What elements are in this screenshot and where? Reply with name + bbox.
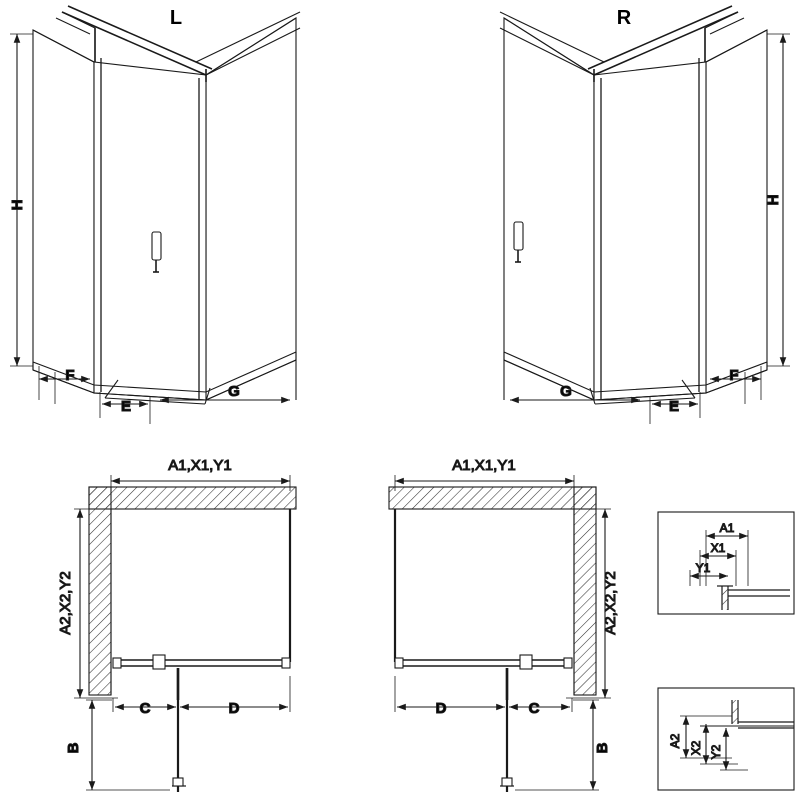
detail-top-label-Y1: Y1 <box>695 561 711 575</box>
iso-view-right <box>500 6 767 404</box>
dimension-B-left <box>86 700 170 790</box>
detail-bottom-label-X2: X2 <box>689 740 703 756</box>
plan-right-dim-C: C <box>528 700 540 717</box>
plan-right-top-dim: A1,X1,Y1 <box>452 457 516 474</box>
plan-right-dim-D: D <box>435 700 447 717</box>
detail-top-label-A1: A1 <box>719 521 735 535</box>
plan-left-side-dim: A2,X2,Y2 <box>57 571 74 635</box>
title-right: R <box>616 7 632 29</box>
iso-right-height-label: H <box>765 194 782 206</box>
plan-right-dim-B: B <box>594 742 611 754</box>
detail-bottom-label-Y2: Y2 <box>709 744 723 760</box>
iso-left-label-G: G <box>228 383 240 400</box>
plan-left-top-dim: A1,X1,Y1 <box>168 457 232 474</box>
dimension-CD-right <box>395 676 572 712</box>
plan-left-dim-C: C <box>139 700 151 717</box>
detail-bottom-label-A2: A2 <box>668 733 682 749</box>
iso-right-label-G: G <box>560 383 572 400</box>
plan-left-dim-B: B <box>65 742 82 754</box>
iso-left-label-E: E <box>120 398 132 415</box>
iso-left-height-label: H <box>9 199 26 211</box>
title-left: L <box>169 7 183 29</box>
iso-left-label-F: F <box>65 367 75 384</box>
plan-right-side-dim: A2,X2,Y2 <box>602 571 619 635</box>
plan-view-left <box>89 487 296 792</box>
plan-left-dim-D: D <box>228 700 240 717</box>
detail-top-label-X1: X1 <box>710 541 726 555</box>
iso-right-label-E: E <box>668 398 680 415</box>
plan-view-right <box>389 487 596 792</box>
iso-view-left <box>33 6 300 404</box>
iso-right-label-F: F <box>729 367 739 384</box>
